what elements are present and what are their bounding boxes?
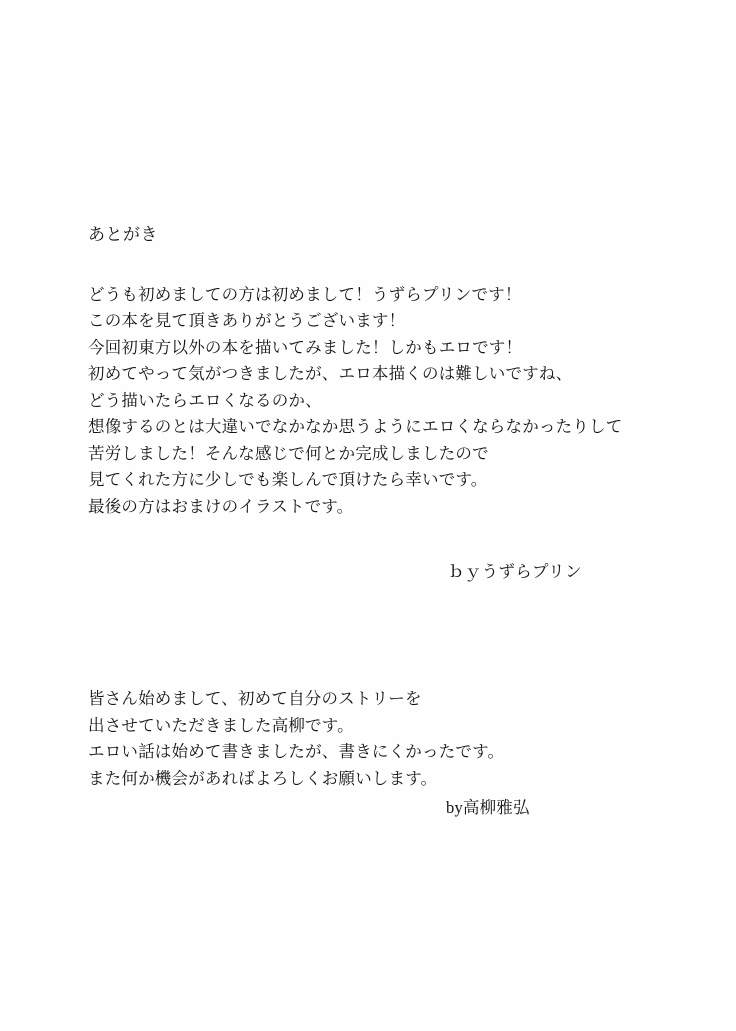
signature-secondary: by高柳雅弘 [446, 798, 530, 817]
afterword-line: 想像するのとは大違いでなかなか思うようにエロくならなかったりして [88, 417, 623, 436]
second-note-line: 皆さん始めまして、初めて自分のストリーを [88, 689, 422, 708]
afterword-line: 最後の方はおまけのイラストです。 [88, 496, 354, 516]
signature-primary: ｂｙうずらプリン [448, 562, 582, 581]
second-note-line: 出させていただきました高柳です。 [88, 715, 354, 735]
afterword-line: この本を見て頂きありがとうございます！ [88, 311, 406, 330]
second-note-paragraph [88, 686, 648, 792]
second-note-line: また何か機会があればよろしくお願いします。 [88, 768, 438, 788]
afterword-paragraph [88, 282, 648, 521]
afterword-line: 見てくれた方に少しでも楽しんで頂けたら幸いです。 [88, 470, 488, 489]
afterword-line: どうも初めましての方は初めまして！うずらプリンです！ [88, 284, 522, 304]
afterword-line: どう描いたらエロくなるのか、 [88, 390, 322, 410]
afterword-content [88, 222, 648, 818]
afterword-line: 初めてやって気がつきましたが、エロ本描くのは難しいですね、 [88, 364, 573, 383]
page-title: あとがき [88, 225, 158, 244]
afterword-line: 苦労しました！そんな感じで何とか完成しましたので [88, 443, 489, 463]
afterword-line: 今回初東方以外の本を描いてみました！しかもエロです！ [88, 337, 523, 357]
second-note-block [88, 686, 648, 818]
second-note-line: エロい話は始めて書きましたが、書きにくかったです。 [88, 742, 505, 761]
